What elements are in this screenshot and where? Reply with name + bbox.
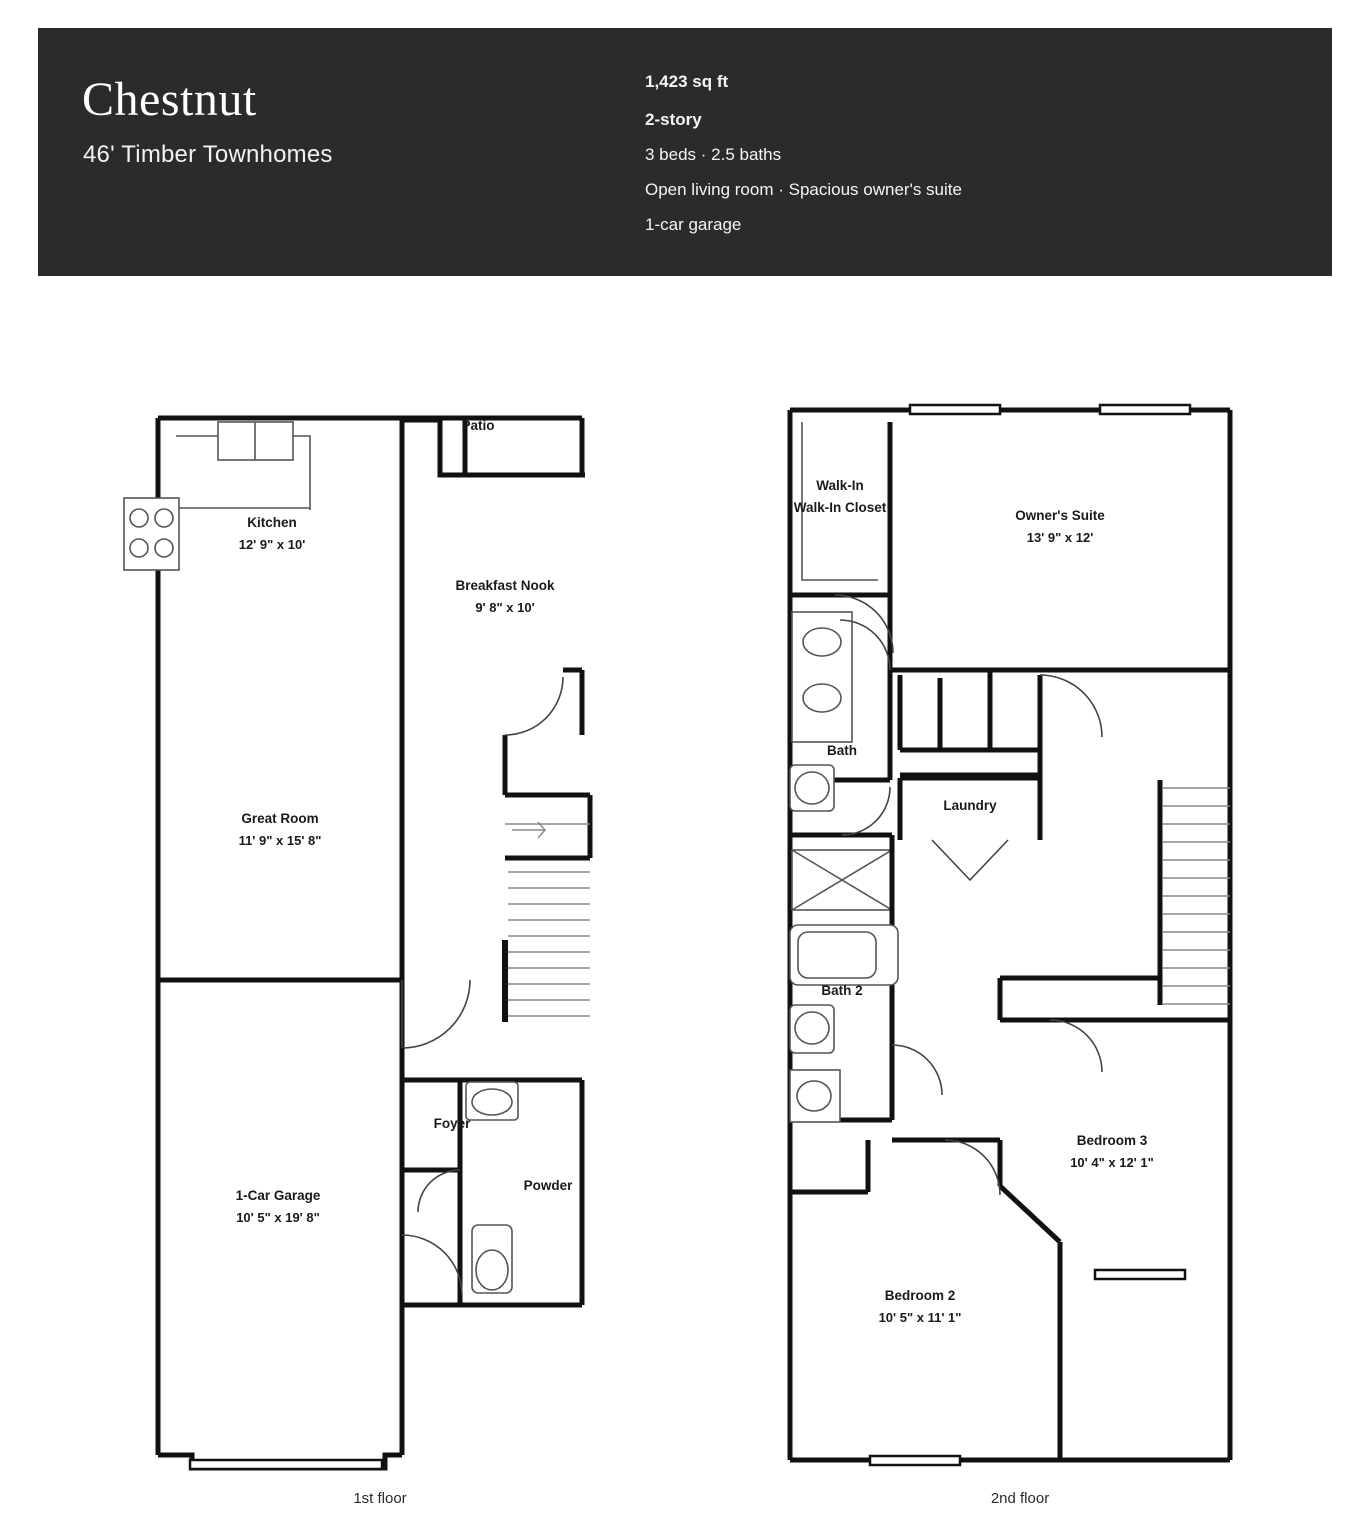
second-floor-caption: 2nd floor bbox=[990, 1490, 1050, 1507]
room-label-bedroom-2: Bedroom 2 bbox=[884, 1288, 956, 1303]
room-label-garage: 1-Car Garage bbox=[235, 1188, 321, 1203]
room-label-kitchen: Kitchen bbox=[247, 515, 297, 530]
room-dim-owners-suite: 13' 9" x 12' bbox=[1026, 530, 1094, 545]
room-label-powder: Powder bbox=[523, 1178, 573, 1193]
spec-stories: 2-story bbox=[645, 110, 702, 129]
first-floor-drawing bbox=[120, 380, 640, 1490]
room-dim-bedroom-2: 10' 5" x 11' 1" bbox=[878, 1310, 962, 1325]
page-title: Chestnut bbox=[82, 73, 257, 126]
first-floor-plan bbox=[120, 380, 640, 1536]
room-dim-kitchen: 12' 9" x 10' bbox=[238, 537, 306, 552]
floor-plans-container bbox=[0, 380, 1370, 1536]
room-label-walk-in-closet: Walk-In Closet bbox=[793, 500, 887, 515]
room-label-owners-suite: Owner's Suite bbox=[1015, 508, 1105, 523]
room-label-laundry: Laundry bbox=[943, 798, 997, 813]
room-label-foyer: Foyer bbox=[433, 1116, 471, 1131]
room-dim-breakfast-nook: 9' 8" x 10' bbox=[475, 600, 535, 615]
plan-header-banner bbox=[38, 28, 1332, 276]
room-dim-bedroom-3: 10' 4" x 12' 1" bbox=[1070, 1155, 1154, 1170]
room-label-great-room: Great Room bbox=[241, 811, 319, 826]
first-floor-caption: 1st floor bbox=[353, 1490, 407, 1507]
room-label-bath: Bath bbox=[827, 743, 857, 758]
plan-series-subtitle: 46' Timber Townhomes bbox=[83, 141, 333, 168]
spec-beds-baths: 3 beds · 2.5 baths bbox=[645, 145, 782, 164]
room-dim-garage: 10' 5" x 19' 8" bbox=[236, 1210, 320, 1225]
spec-garage: 1-car garage bbox=[645, 215, 742, 234]
second-floor-plan bbox=[760, 380, 1280, 1536]
second-floor-drawing bbox=[760, 380, 1280, 1490]
room-label-breakfast-nook: Breakfast Nook bbox=[455, 578, 555, 593]
room-label-walk-in-closet-line1: Walk-In bbox=[816, 478, 864, 493]
plan-specs-list bbox=[645, 73, 1245, 251]
room-label-bath-2: Bath 2 bbox=[821, 983, 863, 998]
spec-features: Open living room · Spacious owner's suite bbox=[645, 180, 962, 199]
room-dim-great-room: 11' 9" x 15' 8" bbox=[238, 833, 322, 848]
room-label-bedroom-3: Bedroom 3 bbox=[1076, 1133, 1148, 1148]
room-label-patio: Patio bbox=[461, 418, 495, 433]
spec-square-footage: 1,423 sq ft bbox=[645, 72, 729, 91]
